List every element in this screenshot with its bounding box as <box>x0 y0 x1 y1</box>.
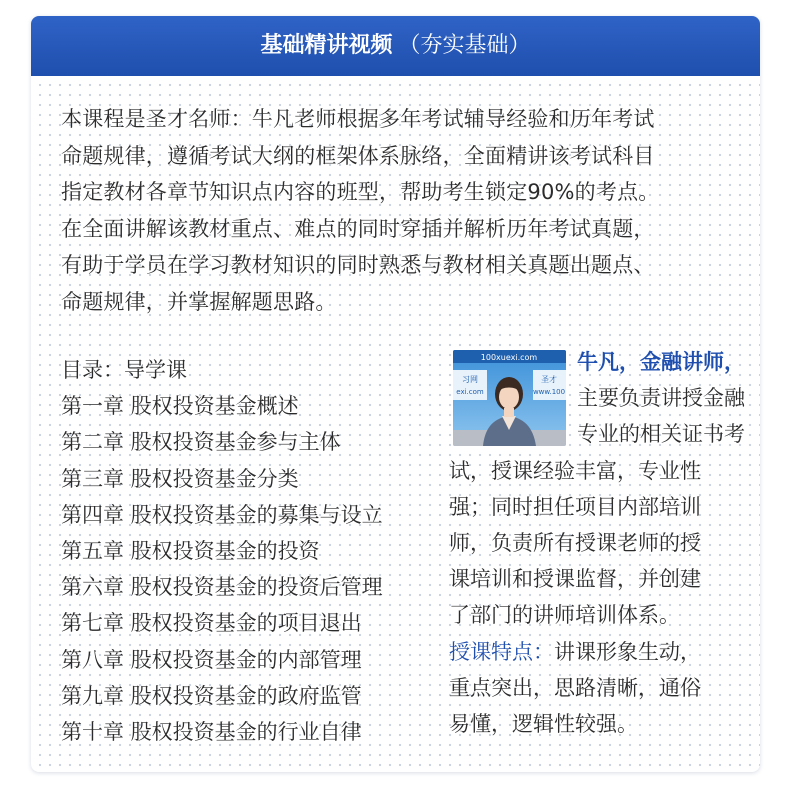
card-header <box>31 16 760 76</box>
feature-label: 授课特点： <box>449 639 554 664</box>
header-subtitle: （夯实基础） <box>398 33 531 58</box>
intro-line: 有助于学员在学习教材知识的同时熟悉与教材相关真题出题点、 <box>61 253 655 278</box>
teacher-name: 牛凡，金融讲师， <box>577 350 745 374</box>
toc-item: 第六章 股权投资基金的投资后管理 <box>61 575 383 600</box>
toc-item: 第一章 股权投资基金概述 <box>61 394 299 419</box>
intro-line: 本课程是圣才名师：牛凡老师根据多年考试辅导经验和历年考试 <box>61 107 655 131</box>
toc-item: 第七章 股权投资基金的项目退出 <box>61 611 362 636</box>
photo-sign-left: 习网 <box>462 375 478 384</box>
toc-item: 第四章 股权投资基金的募集与设立 <box>61 502 383 527</box>
toc-item: 第九章 股权投资基金的政府监管 <box>61 683 362 708</box>
photo-sign-left-2: exi.com <box>456 388 484 396</box>
photo-sign-right-2: www.100 <box>532 388 566 396</box>
feature-text: 讲课形象生动， <box>554 639 701 664</box>
teacher-line: 专业的相关证书考 <box>577 422 745 447</box>
teacher-line: 试，授课经验丰富，专业性 <box>449 458 701 483</box>
photo-placeholder <box>449 344 567 450</box>
intro-line: 指定教材各章节知识点内容的班型，帮助考生锁定90%的考点。 <box>61 180 660 205</box>
toc-item: 第八章 股权投资基金的内部管理 <box>61 647 362 672</box>
teacher-line: 主要负责讲授金融 <box>577 386 745 411</box>
toc-item: 第五章 股权投资基金的投资 <box>61 539 320 564</box>
table-of-contents <box>61 352 461 750</box>
intro-line: 命题规律，遵循考试大纲的框架体系脉络，全面精讲该考试科目 <box>61 143 655 168</box>
teacher-profile <box>449 344 749 742</box>
teacher-line: 了部门的讲师培训体系。 <box>449 603 680 628</box>
course-card <box>31 16 760 772</box>
feature-line <box>449 634 749 670</box>
header-title: 基础精讲视频 <box>260 33 393 58</box>
photo-sign-right: 圣才 <box>541 375 557 384</box>
intro-line: 命题规律，并掌握解题思路。 <box>61 289 337 314</box>
photo-banner-text: 100xuexi.com <box>480 353 538 362</box>
teacher-line: 师，负责所有授课老师的授 <box>449 531 701 556</box>
feature-line: 易懂，逻辑性较强。 <box>449 712 638 737</box>
teacher-line: 课培训和授课监督，并创建 <box>449 567 701 592</box>
toc-item: 第十章 股权投资基金的行业自律 <box>61 720 362 745</box>
course-intro <box>61 101 741 321</box>
intro-line: 在全面讲解该教材重点、难点的同时穿插并解析历年考试真题， <box>61 216 655 241</box>
teacher-line: 强；同时担任项目内部培训 <box>449 494 701 519</box>
toc-item: 第二章 股权投资基金参与主体 <box>61 430 341 455</box>
toc-item-intro: 目录：导学课 <box>61 358 187 382</box>
feature-line: 重点突出，思路清晰，通俗 <box>449 675 701 700</box>
toc-item: 第三章 股权投资基金分类 <box>61 466 299 491</box>
